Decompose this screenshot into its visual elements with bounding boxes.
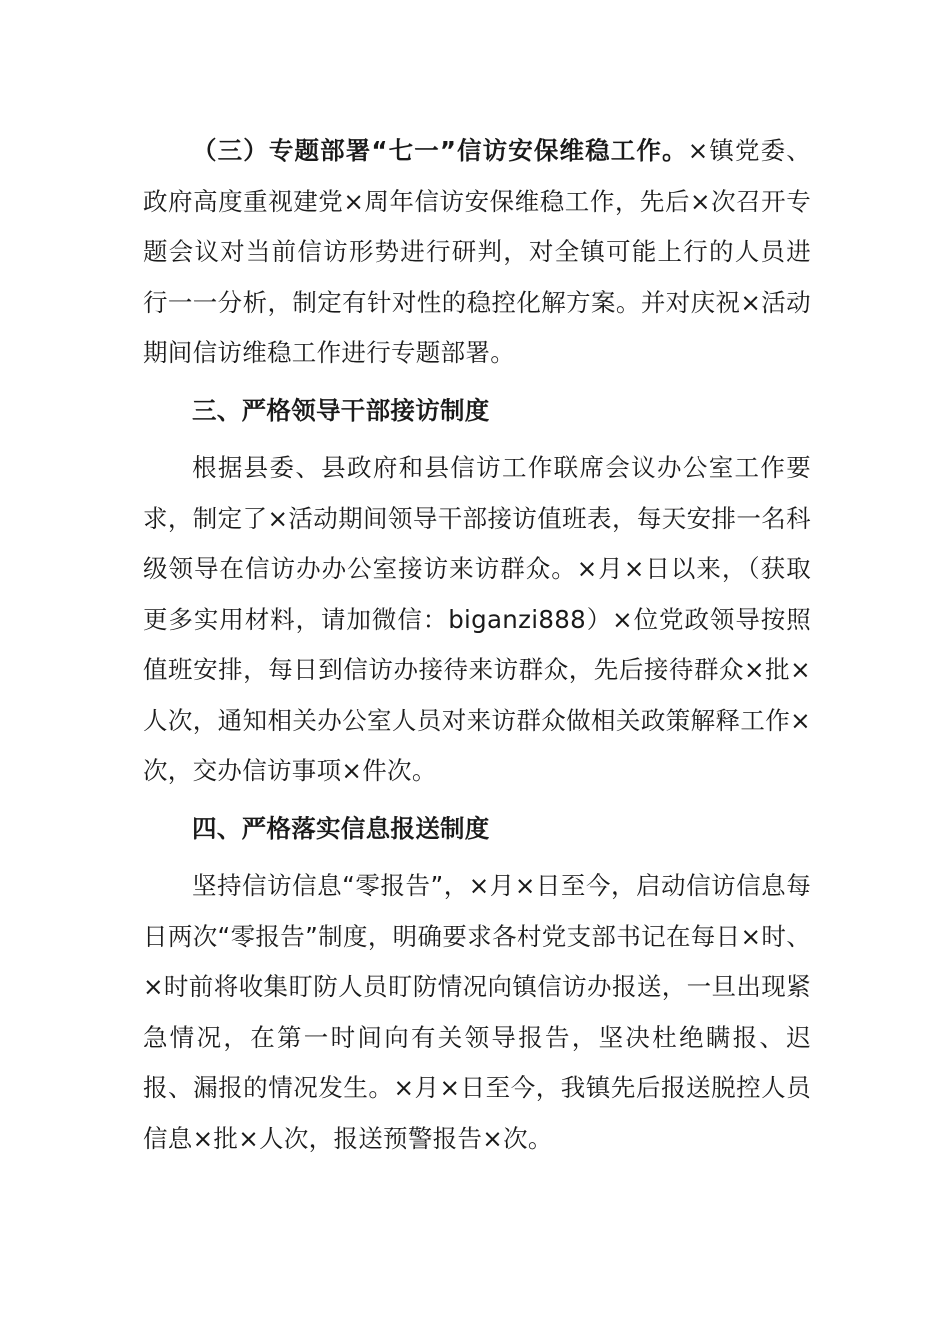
subsection-paragraph bbox=[143, 126, 811, 379]
section-4-paragraph: 坚持信访信息“零报告”，×月×日至今，启动信访信息每日两次“零报告”制度，明确要求各村党支部书记在每日×时、×时前将收集盯防人员盯防情况向镇信访办报送，一旦出现紧急情况，在第一时间向有关领导报告，坚决杜绝瞒报、迟报、漏报的情况发生。×月×日至今，我镇先后报送脱控人员信息×批×人次，报送预警报告×次。 bbox=[143, 871, 811, 1153]
section-3-paragraph: 根据县委、县政府和县信访工作联席会议办公室工作要求，制定了×活动期间领导干部接访值班表，每天安排一名科级领导在信访办办公室接访来访群众。×月×日以来，（获取更多实用材料，请加微信：biganzi888）×位党政领导按照值班安排，每日到信访办接待来访群众，先后接待群众×批×人次，通知相关办公室人员对来访群众做相关政策解释工作×次，交办信访事项×件次。 bbox=[143, 453, 811, 785]
subsection-text: ×镇党委、政府高度重视建党×周年信访安保维稳工作，先后×次召开专题会议对当前信访形势进行研判，对全镇可能上行的人员进行一一分析，制定有针对性的稳控化解方案。并对庆祝×活动期间信访维稳工作进行专题部署。 bbox=[143, 136, 812, 367]
document-body bbox=[143, 126, 811, 1164]
section-heading-4: 四、严格落实信息报送制度 bbox=[192, 813, 490, 843]
section-heading-3: 三、严格领导干部接访制度 bbox=[192, 395, 490, 425]
subsection-lead: （三）专题部署“七一”信访安保维稳工作。 bbox=[192, 136, 688, 165]
